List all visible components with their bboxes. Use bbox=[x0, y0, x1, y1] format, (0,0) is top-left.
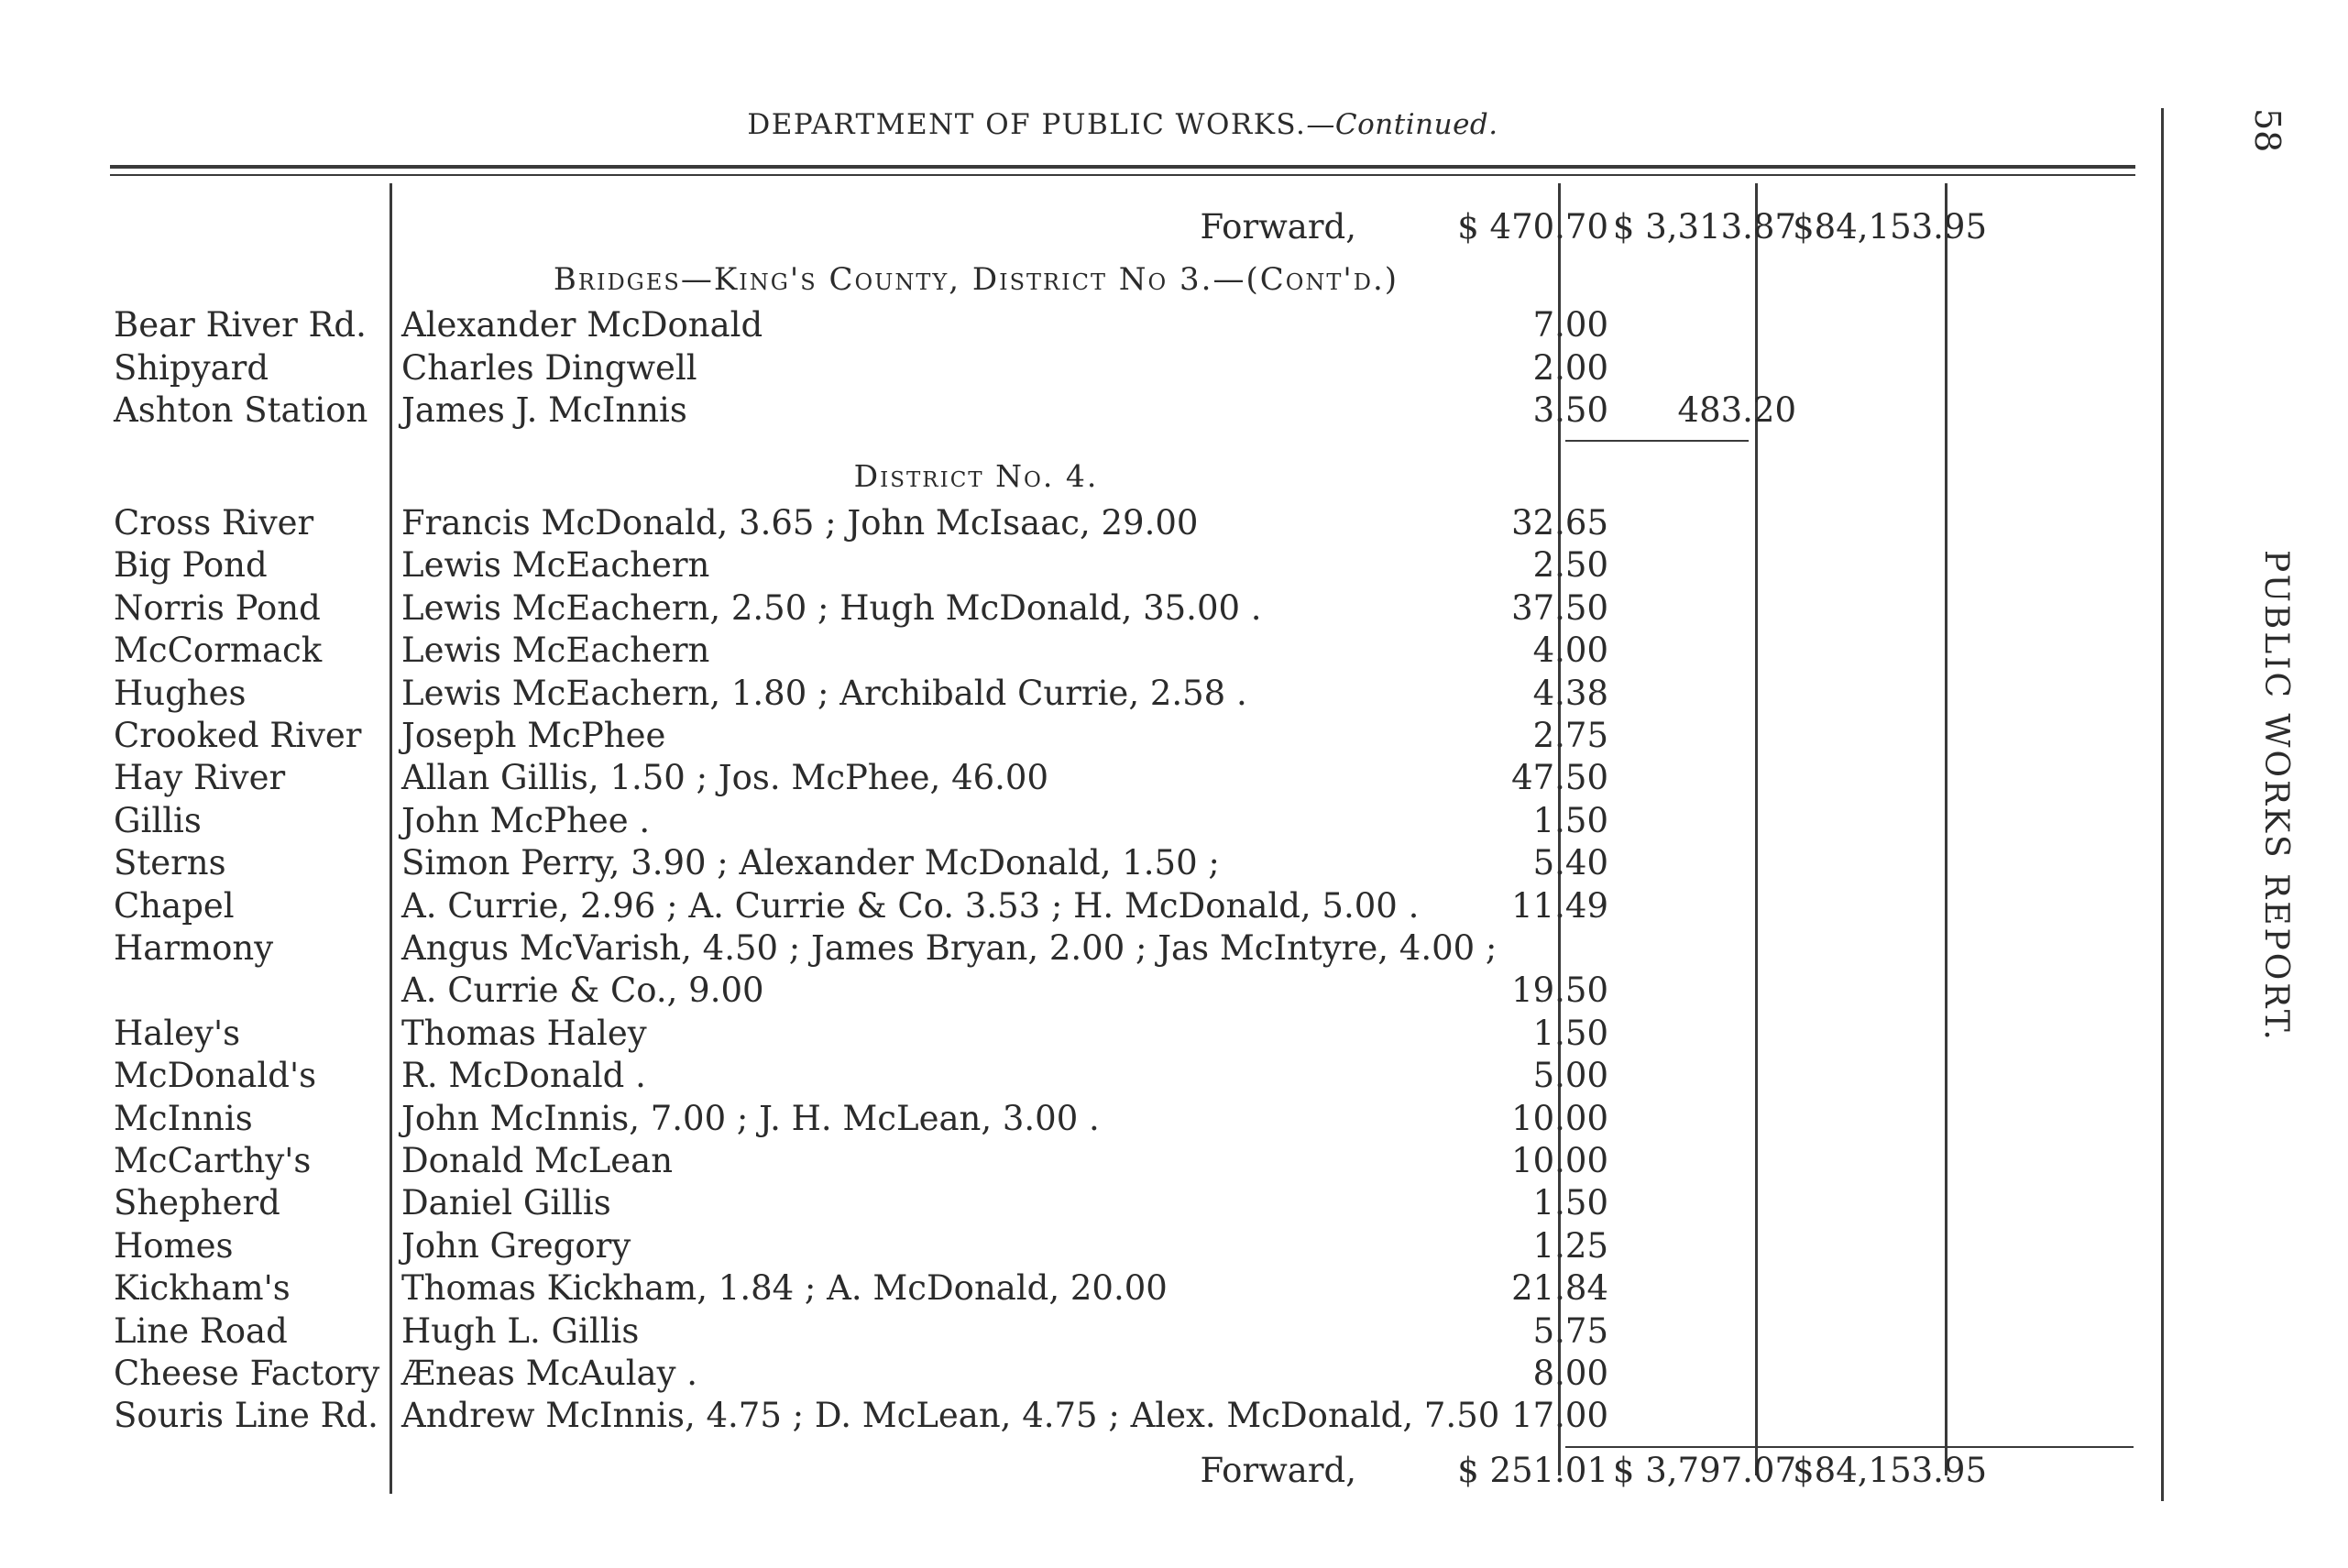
place-name: Kickham's bbox=[114, 1268, 291, 1309]
place-name: Shipyard bbox=[114, 347, 269, 388]
table-row bbox=[0, 502, 2200, 544]
place-name: Gillis bbox=[114, 800, 202, 840]
table-row bbox=[0, 1310, 2200, 1353]
amount-cell: 21.84 bbox=[1511, 1268, 1608, 1309]
forward-label: Forward, bbox=[1200, 207, 1356, 247]
payee-text: Angus McVarish, 4.50 ; James Bryan, 2.00 ; Jas McIntyre, 4.00 ; bbox=[401, 928, 1498, 968]
table-row bbox=[0, 1182, 2200, 1224]
place-name: Cheese Factory bbox=[114, 1354, 380, 1393]
table-row bbox=[0, 970, 2200, 1012]
amount-cell: 11.49 bbox=[1511, 885, 1608, 926]
table-row bbox=[0, 304, 2200, 346]
amount-cell: 19.50 bbox=[1511, 970, 1608, 1011]
forward-label: Forward, bbox=[1200, 1451, 1356, 1490]
subtotal-cell: 483.20 bbox=[1677, 390, 1796, 430]
table-row bbox=[0, 1353, 2200, 1395]
table-row bbox=[0, 1098, 2200, 1140]
place-name: McCormack bbox=[114, 630, 323, 671]
payee-text: Lewis McEachern bbox=[401, 630, 710, 671]
table-row bbox=[0, 1140, 2200, 1182]
payee-text: A. Currie & Co., 9.00 bbox=[401, 970, 764, 1011]
section-title-district-3: Bridges—King's County, District No 3.—(Cont'd.) bbox=[553, 261, 1399, 298]
table-row bbox=[0, 1225, 2200, 1267]
place-name: Sterns bbox=[114, 843, 226, 883]
payee-text: Æneas McAulay . bbox=[401, 1354, 698, 1393]
amount-cell: 4.38 bbox=[1532, 673, 1608, 713]
amount-cell: 17.00 bbox=[1511, 1396, 1608, 1436]
place-name: Norris Pond bbox=[114, 587, 321, 628]
table-row bbox=[0, 673, 2200, 715]
payee-text: Lewis McEachern, 1.80 ; Archibald Currie, 2.58 . bbox=[401, 673, 1247, 713]
payee-text: Lewis McEachern, 2.50 ; Hugh McDonald, 35.00 . bbox=[401, 587, 1262, 628]
amount-cell: 1.25 bbox=[1532, 1225, 1608, 1266]
amount-cell: 10.00 bbox=[1511, 1141, 1608, 1180]
amount-cell: 5.00 bbox=[1532, 1056, 1608, 1096]
forward-amount-3: $84,153.95 bbox=[1793, 207, 1987, 247]
amount-cell: 4.00 bbox=[1532, 630, 1608, 671]
table-row bbox=[0, 347, 2200, 389]
amount-cell: 2.00 bbox=[1532, 347, 1608, 388]
payee-text: James J. McInnis bbox=[401, 390, 687, 430]
table-row bbox=[0, 544, 2200, 587]
table-row bbox=[0, 1267, 2200, 1310]
amount-cell: 10.00 bbox=[1511, 1098, 1608, 1138]
payee-text: Thomas Haley bbox=[401, 1013, 647, 1053]
table-row bbox=[0, 885, 2200, 927]
table-row bbox=[0, 630, 2200, 672]
table-row bbox=[0, 715, 2200, 757]
payee-text: Daniel Gillis bbox=[401, 1183, 611, 1223]
amount-cell: 3.50 bbox=[1532, 390, 1608, 430]
place-name: Ashton Station bbox=[114, 390, 368, 430]
amount-cell: 2.75 bbox=[1532, 716, 1608, 755]
header-title: DEPARTMENT OF PUBLIC WORKS. bbox=[747, 108, 1307, 141]
payee-text: Hugh L. Gillis bbox=[401, 1310, 640, 1351]
place-name: Haley's bbox=[114, 1013, 241, 1053]
amount-cell: 32.65 bbox=[1511, 503, 1608, 543]
payee-text: John Gregory bbox=[401, 1225, 631, 1266]
forward-row-top bbox=[0, 206, 2200, 248]
table-row bbox=[0, 389, 2200, 432]
place-name: McCarthy's bbox=[114, 1141, 312, 1180]
place-name: Crooked River bbox=[114, 716, 362, 755]
table-row bbox=[0, 1013, 2200, 1055]
table-row bbox=[0, 1395, 2200, 1437]
forward-amount-2: $ 3,797.07 bbox=[1612, 1451, 1796, 1490]
place-name: Chapel bbox=[114, 885, 235, 926]
page-number: 58 bbox=[2247, 108, 2288, 153]
header-continued: —Continued. bbox=[1306, 108, 1498, 141]
payee-text: Alexander McDonald bbox=[401, 305, 763, 345]
table-row bbox=[0, 927, 2200, 970]
forward-amount-2: $ 3,313.87 bbox=[1612, 207, 1796, 247]
header-rule-thick bbox=[110, 165, 2135, 169]
payee-text: Allan Gillis, 1.50 ; Jos. McPhee, 46.00 bbox=[401, 758, 1048, 798]
place-name: Hay River bbox=[114, 758, 286, 798]
place-name: Big Pond bbox=[114, 545, 268, 586]
payee-text: R. McDonald . bbox=[401, 1056, 646, 1096]
amount-cell: 47.50 bbox=[1511, 758, 1608, 798]
payee-text: Lewis McEachern bbox=[401, 545, 710, 586]
payee-text: Joseph McPhee bbox=[401, 716, 666, 755]
payee-text: Donald McLean bbox=[401, 1141, 674, 1180]
table-row bbox=[0, 757, 2200, 799]
place-name: Homes bbox=[114, 1225, 234, 1266]
subtotal-rule-district3 bbox=[1565, 440, 1749, 442]
payee-text: Andrew McInnis, 4.75 ; D. McLean, 4.75 ; Alex. McDonald, 7.50 bbox=[401, 1396, 1500, 1436]
payee-text: John McPhee . bbox=[401, 800, 651, 840]
payee-text: Simon Perry, 3.90 ; Alexander McDonald, 1.50 ; bbox=[401, 843, 1220, 883]
table-row bbox=[0, 842, 2200, 884]
forward-amount-1: $ 251.01 bbox=[1457, 1451, 1608, 1490]
payee-text: A. Currie, 2.96 ; A. Currie & Co. 3.53 ; H. McDonald, 5.00 . bbox=[401, 885, 1420, 926]
side-title: PUBLIC WORKS REPORT. bbox=[2257, 550, 2295, 1043]
place-name: Souris Line Rd. bbox=[114, 1396, 379, 1436]
place-name: Cross River bbox=[114, 503, 314, 543]
amount-cell: 1.50 bbox=[1532, 800, 1608, 840]
place-name: Shepherd bbox=[114, 1183, 280, 1223]
place-name: Bear River Rd. bbox=[114, 305, 367, 345]
section-title-district-4: District No. 4. bbox=[853, 458, 1099, 494]
table-row bbox=[0, 800, 2200, 842]
payee-text: Francis McDonald, 3.65 ; John McIsaac, 29.00 bbox=[401, 503, 1199, 543]
amount-cell: 37.50 bbox=[1511, 587, 1608, 628]
place-name: Hughes bbox=[114, 673, 247, 713]
forward-amount-3: $84,153.95 bbox=[1793, 1451, 1987, 1490]
place-name: McDonald's bbox=[114, 1056, 317, 1096]
forward-rule-bottom bbox=[1565, 1446, 2134, 1448]
place-name: McInnis bbox=[114, 1098, 253, 1138]
table-row bbox=[0, 1055, 2200, 1097]
amount-cell: 1.50 bbox=[1532, 1183, 1608, 1223]
payee-text: John McInnis, 7.00 ; J. H. McLean, 3.00 . bbox=[401, 1098, 1100, 1138]
payee-text: Thomas Kickham, 1.84 ; A. McDonald, 20.00 bbox=[401, 1268, 1168, 1309]
place-name: Harmony bbox=[114, 928, 274, 968]
forward-amount-1: $ 470.70 bbox=[1457, 207, 1608, 247]
header-rule-thin bbox=[110, 174, 2135, 176]
amount-cell: 1.50 bbox=[1532, 1013, 1608, 1053]
payee-text: Charles Dingwell bbox=[401, 347, 697, 388]
page-header bbox=[110, 108, 2135, 141]
amount-cell: 8.00 bbox=[1532, 1354, 1608, 1393]
place-name: Line Road bbox=[114, 1310, 288, 1351]
amount-cell: 2.50 bbox=[1532, 545, 1608, 586]
amount-cell: 5.75 bbox=[1532, 1310, 1608, 1351]
amount-cell: 7.00 bbox=[1532, 305, 1608, 345]
amount-cell: 5.40 bbox=[1532, 843, 1608, 883]
table-row bbox=[0, 587, 2200, 630]
forward-row-bottom bbox=[0, 1450, 2200, 1492]
